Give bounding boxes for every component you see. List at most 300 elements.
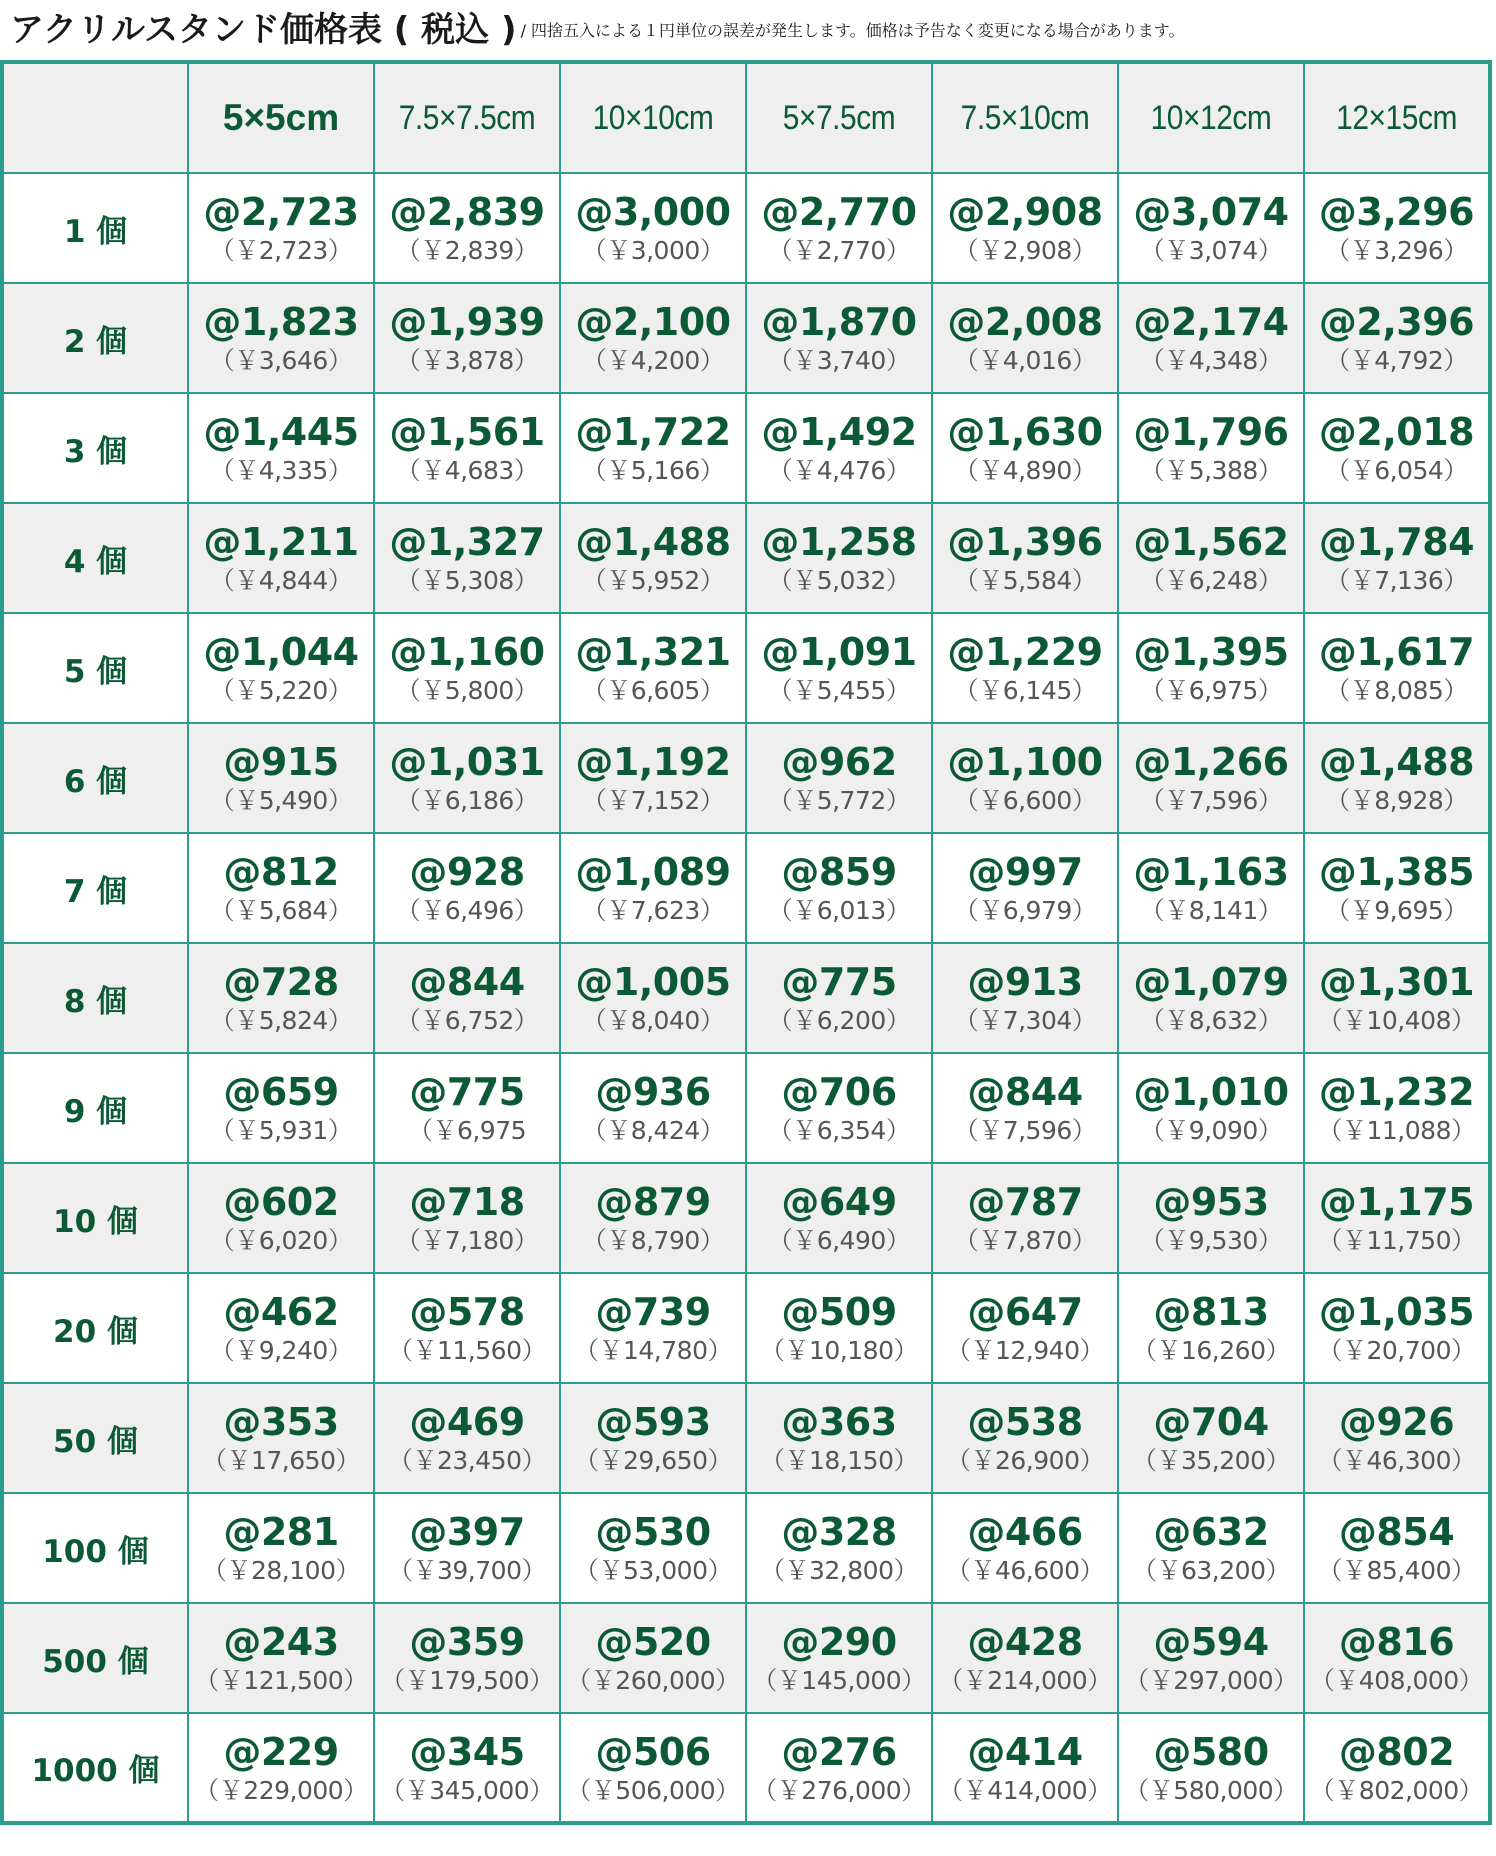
price-cell — [746, 393, 932, 503]
size-header: 12×15cm — [1315, 62, 1479, 173]
total-price: （￥5,684） — [209, 896, 353, 925]
unit-price: @2,770 — [761, 190, 917, 234]
price-cell — [1304, 613, 1490, 723]
unit-price: @1,562 — [1133, 520, 1289, 564]
corner-cell — [2, 62, 188, 173]
rounding-note: / 四捨五入による１円単位の誤差が発生します。価格は予告なく変更になる場合があります。 — [520, 20, 1185, 40]
total-price: （￥6,975 — [407, 1116, 527, 1145]
table-row — [2, 1603, 1490, 1713]
unit-price: @1,630 — [947, 410, 1103, 454]
total-price: （￥6,979） — [953, 896, 1097, 925]
price-cell — [374, 1713, 560, 1823]
size-header: 10×12cm — [1129, 62, 1293, 173]
table-row — [2, 833, 1490, 943]
unit-price: @728 — [223, 960, 339, 1004]
table-row — [2, 1053, 1490, 1163]
unit-price: @397 — [409, 1510, 525, 1554]
price-cell — [746, 613, 932, 723]
total-price: （￥4,890） — [953, 456, 1097, 485]
price-cell — [1304, 393, 1490, 503]
total-price: （￥9,240） — [209, 1336, 353, 1365]
price-cell — [188, 173, 374, 283]
price-cell — [1118, 1053, 1304, 1163]
table-row — [2, 1273, 1490, 1383]
total-price: （￥20,700） — [1317, 1336, 1476, 1365]
unit-price: @879 — [595, 1180, 711, 1224]
total-price: （￥35,200） — [1132, 1446, 1290, 1475]
total-price: （￥6,975） — [1139, 676, 1283, 705]
size-header: 7.5×7.5cm — [385, 62, 549, 173]
price-cell — [188, 393, 374, 503]
unit-price: @593 — [595, 1400, 711, 1444]
unit-price: @1,395 — [1133, 630, 1289, 674]
quantity-label: 8 個 — [2, 943, 188, 1053]
quantity-label: 10 個 — [2, 1163, 188, 1273]
unit-price: @1,100 — [947, 740, 1103, 784]
total-price: （￥276,000） — [752, 1775, 926, 1805]
price-cell — [188, 1383, 374, 1493]
price-cell — [188, 503, 374, 613]
price-cell — [1118, 833, 1304, 943]
total-price: （￥6,145） — [953, 676, 1097, 705]
table-row — [2, 1383, 1490, 1493]
total-price: （￥2,839） — [395, 236, 539, 265]
unit-price: @328 — [781, 1510, 897, 1554]
unit-price: @466 — [967, 1510, 1083, 1554]
unit-price: @1,160 — [389, 630, 545, 674]
unit-price: @962 — [781, 740, 897, 784]
price-cell — [746, 283, 932, 393]
quantity-label: 1 個 — [2, 173, 188, 283]
total-price: （￥4,335） — [209, 456, 353, 485]
unit-price: @1,722 — [575, 410, 731, 454]
quantity-label: 20 個 — [2, 1273, 188, 1383]
unit-price: @2,018 — [1318, 410, 1475, 454]
unit-price: @345 — [409, 1729, 525, 1774]
price-cell — [1118, 723, 1304, 833]
price-cell — [188, 1053, 374, 1163]
total-price: （￥7,152） — [581, 786, 725, 815]
price-cell — [374, 1273, 560, 1383]
unit-price: @538 — [967, 1400, 1083, 1444]
total-price: （￥4,016） — [953, 346, 1097, 375]
price-cell — [374, 1603, 560, 1713]
unit-price: @718 — [409, 1180, 525, 1224]
price-cell — [746, 1383, 932, 1493]
unit-price: @530 — [595, 1510, 711, 1554]
unit-price: @2,396 — [1318, 300, 1475, 344]
price-cell — [932, 1713, 1118, 1823]
unit-price: @844 — [967, 1070, 1083, 1114]
price-cell — [560, 833, 746, 943]
unit-price: @1,784 — [1318, 520, 1475, 564]
total-price: （￥5,308） — [395, 566, 539, 595]
price-cell — [374, 283, 560, 393]
price-cell — [932, 723, 1118, 833]
unit-price: @469 — [409, 1400, 525, 1444]
unit-price: @659 — [223, 1070, 339, 1114]
price-table — [0, 60, 1492, 1825]
total-price: （￥7,870） — [953, 1226, 1097, 1255]
total-price: （￥6,054） — [1325, 456, 1468, 485]
total-price: （￥121,500） — [194, 1666, 368, 1695]
total-price: （￥3,074） — [1139, 236, 1283, 265]
table-row — [2, 613, 1490, 723]
price-cell — [560, 1603, 746, 1713]
total-price: （￥9,530） — [1139, 1226, 1283, 1255]
total-price: （￥9,090） — [1139, 1116, 1283, 1145]
price-cell — [1118, 943, 1304, 1053]
price-cell — [188, 1493, 374, 1603]
total-price: （￥8,632） — [1139, 1006, 1283, 1035]
total-price: （￥580,000） — [1124, 1775, 1298, 1805]
price-cell — [1118, 1383, 1304, 1493]
total-price: （￥46,300） — [1317, 1446, 1476, 1475]
unit-price: @1,031 — [389, 740, 545, 784]
unit-price: @1,079 — [1133, 960, 1289, 1004]
total-price: （￥3,878） — [395, 346, 539, 375]
total-price: （￥5,800） — [395, 676, 539, 705]
total-price: （￥297,000） — [1124, 1666, 1298, 1695]
unit-price: @353 — [223, 1400, 339, 1444]
quantity-label: 7 個 — [2, 833, 188, 943]
price-cell — [188, 1713, 374, 1823]
unit-price: @509 — [781, 1290, 897, 1334]
table-row — [2, 503, 1490, 613]
unit-price: @1,327 — [389, 520, 545, 564]
unit-price: @802 — [1338, 1729, 1455, 1774]
unit-price: @926 — [1338, 1400, 1455, 1444]
total-price: （￥11,560） — [388, 1336, 546, 1365]
total-price: （￥26,900） — [946, 1446, 1104, 1475]
quantity-label: 1000 個 — [2, 1713, 188, 1823]
price-cell — [374, 1163, 560, 1273]
total-price: （￥17,650） — [202, 1446, 360, 1475]
price-cell — [560, 943, 746, 1053]
price-cell — [188, 943, 374, 1053]
unit-price: @1,939 — [389, 300, 545, 344]
size-header: 7.5×10cm — [943, 62, 1107, 173]
total-price: （￥802,000） — [1309, 1775, 1484, 1805]
total-price: （￥260,000） — [566, 1666, 740, 1695]
price-cell — [1304, 1713, 1490, 1823]
total-price: （￥7,596） — [953, 1116, 1097, 1145]
table-row — [2, 283, 1490, 393]
price-cell — [188, 613, 374, 723]
total-price: （￥8,928） — [1325, 786, 1468, 815]
unit-price: @844 — [409, 960, 525, 1004]
unit-price: @1,445 — [203, 410, 359, 454]
price-cell — [560, 1053, 746, 1163]
unit-price: @1,488 — [1318, 740, 1475, 784]
unit-price: @3,074 — [1133, 190, 1289, 234]
table-row — [2, 1713, 1490, 1823]
price-cell — [1304, 1053, 1490, 1163]
total-price: （￥8,040） — [581, 1006, 725, 1035]
unit-price: @281 — [223, 1510, 339, 1554]
unit-price: @1,091 — [761, 630, 917, 674]
price-cell — [374, 1383, 560, 1493]
price-cell — [932, 1053, 1118, 1163]
total-price: （￥3,646） — [209, 346, 353, 375]
unit-price: @2,908 — [947, 190, 1103, 234]
total-price: （￥6,020） — [209, 1226, 353, 1255]
price-cell — [1118, 1493, 1304, 1603]
price-cell — [560, 613, 746, 723]
unit-price: @2,839 — [389, 190, 545, 234]
total-price: （￥2,723） — [209, 236, 353, 265]
unit-price: @243 — [223, 1620, 339, 1664]
price-cell — [188, 1163, 374, 1273]
unit-price: @1,492 — [761, 410, 917, 454]
price-cell — [1118, 1713, 1304, 1823]
unit-price: @816 — [1338, 1620, 1455, 1664]
unit-price: @2,008 — [947, 300, 1103, 344]
table-row — [2, 393, 1490, 503]
unit-price: @813 — [1153, 1290, 1269, 1334]
unit-price: @913 — [967, 960, 1083, 1004]
total-price: （￥5,824） — [209, 1006, 353, 1035]
total-price: （￥8,790） — [581, 1226, 725, 1255]
price-cell — [188, 283, 374, 393]
unit-price: @1,617 — [1318, 630, 1475, 674]
unit-price: @706 — [781, 1070, 897, 1114]
total-price: （￥214,000） — [938, 1666, 1112, 1695]
size-header: 10×10cm — [571, 62, 735, 173]
total-price: （￥5,772） — [767, 786, 911, 815]
price-cell — [1304, 173, 1490, 283]
price-cell — [932, 393, 1118, 503]
table-row — [2, 723, 1490, 833]
unit-price: @928 — [409, 850, 525, 894]
total-price: （￥63,200） — [1132, 1556, 1290, 1585]
unit-price: @2,723 — [203, 190, 359, 234]
total-price: （￥5,032） — [767, 566, 911, 595]
total-price: （￥16,260） — [1132, 1336, 1290, 1365]
quantity-label: 6 個 — [2, 723, 188, 833]
unit-price: @812 — [223, 850, 339, 894]
unit-price: @1,823 — [203, 300, 359, 344]
total-price: （￥408,000） — [1309, 1666, 1484, 1695]
unit-price: @2,174 — [1133, 300, 1289, 344]
price-cell — [932, 1603, 1118, 1713]
total-price: （￥6,200） — [767, 1006, 911, 1035]
unit-price: @594 — [1153, 1620, 1269, 1664]
unit-price: @1,211 — [203, 520, 359, 564]
unit-price: @1,035 — [1318, 1290, 1475, 1334]
total-price: （￥9,695） — [1325, 896, 1468, 925]
unit-price: @290 — [781, 1620, 897, 1664]
total-price: （￥5,952） — [581, 566, 725, 595]
price-cell — [932, 613, 1118, 723]
price-cell — [1304, 1163, 1490, 1273]
size-header: 5×7.5cm — [757, 62, 921, 173]
total-price: （￥11,750） — [1317, 1226, 1476, 1255]
unit-price: @1,163 — [1133, 850, 1289, 894]
price-cell — [1304, 283, 1490, 393]
quantity-label: 50 個 — [2, 1383, 188, 1493]
price-cell — [560, 283, 746, 393]
total-price: （￥3,000） — [581, 236, 725, 265]
unit-price: @936 — [595, 1070, 711, 1114]
quantity-label: 3 個 — [2, 393, 188, 503]
total-price: （￥5,455） — [767, 676, 911, 705]
total-price: （￥179,500） — [380, 1666, 554, 1695]
price-cell — [746, 723, 932, 833]
unit-price: @1,385 — [1318, 850, 1475, 894]
unit-price: @580 — [1153, 1729, 1269, 1774]
total-price: （￥7,304） — [953, 1006, 1097, 1035]
price-cell — [1118, 173, 1304, 283]
price-cell — [1304, 1383, 1490, 1493]
total-price: （￥5,388） — [1139, 456, 1283, 485]
page-header — [10, 0, 1184, 52]
unit-price: @1,561 — [389, 410, 545, 454]
unit-price: @854 — [1338, 1510, 1455, 1554]
price-cell — [932, 1493, 1118, 1603]
total-price: （￥4,792） — [1325, 346, 1468, 375]
total-price: （￥8,085） — [1325, 676, 1468, 705]
unit-price: @787 — [967, 1180, 1083, 1224]
total-price: （￥414,000） — [938, 1775, 1112, 1805]
unit-price: @1,258 — [761, 520, 917, 564]
unit-price: @602 — [223, 1180, 339, 1224]
total-price: （￥8,424） — [581, 1116, 725, 1145]
price-cell — [188, 833, 374, 943]
total-price: （￥4,844） — [209, 566, 353, 595]
page-title: アクリルスタンド価格表 ( 税込 ) — [10, 9, 517, 50]
quantity-label: 100 個 — [2, 1493, 188, 1603]
price-cell — [746, 1603, 932, 1713]
total-price: （￥46,600） — [946, 1556, 1104, 1585]
total-price: （￥345,000） — [380, 1775, 554, 1805]
price-cell — [188, 1273, 374, 1383]
price-cell — [1304, 1603, 1490, 1713]
total-price: （￥5,166） — [581, 456, 725, 485]
price-cell — [932, 943, 1118, 1053]
price-cell — [374, 1053, 560, 1163]
table-row — [2, 1163, 1490, 1273]
quantity-label: 9 個 — [2, 1053, 188, 1163]
unit-price: @1,175 — [1318, 1180, 1475, 1224]
total-price: （￥6,248） — [1139, 566, 1283, 595]
unit-price: @739 — [595, 1290, 711, 1334]
size-header: 5×5cm — [188, 62, 374, 173]
unit-price: @1,044 — [203, 630, 359, 674]
total-price: （￥5,490） — [209, 786, 353, 815]
total-price: （￥8,141） — [1139, 896, 1283, 925]
table-row — [2, 1493, 1490, 1603]
price-cell — [1118, 1163, 1304, 1273]
price-cell — [1304, 503, 1490, 613]
price-cell — [374, 613, 560, 723]
total-price: （￥6,752） — [395, 1006, 539, 1035]
total-price: （￥10,180） — [760, 1336, 918, 1365]
total-price: （￥2,908） — [953, 236, 1097, 265]
price-cell — [1118, 613, 1304, 723]
total-price: （￥6,600） — [953, 786, 1097, 815]
unit-price: @1,192 — [575, 740, 731, 784]
price-cell — [560, 1383, 746, 1493]
price-cell — [1304, 1273, 1490, 1383]
price-cell — [560, 393, 746, 503]
price-cell — [374, 1493, 560, 1603]
price-cell — [746, 1493, 932, 1603]
price-cell — [560, 1493, 746, 1603]
total-price: （￥7,136） — [1325, 566, 1468, 595]
price-cell — [560, 1713, 746, 1823]
unit-price: @520 — [595, 1620, 711, 1664]
price-cell — [1118, 283, 1304, 393]
price-cell — [374, 503, 560, 613]
total-price: （￥28,100） — [202, 1556, 360, 1585]
price-cell — [1118, 1273, 1304, 1383]
unit-price: @649 — [781, 1180, 897, 1224]
unit-price: @1,232 — [1318, 1070, 1475, 1114]
price-cell — [1118, 393, 1304, 503]
price-cell — [560, 1163, 746, 1273]
total-price: （￥3,296） — [1325, 236, 1468, 265]
unit-price: @997 — [967, 850, 1083, 894]
price-cell — [1304, 943, 1490, 1053]
price-cell — [1304, 1493, 1490, 1603]
price-cell — [560, 173, 746, 283]
total-price: （￥11,088） — [1317, 1116, 1476, 1145]
price-cell — [932, 283, 1118, 393]
price-cell — [746, 1273, 932, 1383]
unit-price: @3,296 — [1318, 190, 1475, 234]
quantity-label: 2 個 — [2, 283, 188, 393]
price-table-body — [2, 173, 1490, 1823]
total-price: （￥6,013） — [767, 896, 911, 925]
price-cell — [746, 503, 932, 613]
unit-price: @647 — [967, 1290, 1083, 1334]
price-cell — [1304, 723, 1490, 833]
unit-price: @953 — [1153, 1180, 1269, 1224]
unit-price: @632 — [1153, 1510, 1269, 1554]
total-price: （￥18,150） — [760, 1446, 918, 1475]
table-row — [2, 173, 1490, 283]
price-cell — [560, 503, 746, 613]
total-price: （￥6,605） — [581, 676, 725, 705]
unit-price: @1,796 — [1133, 410, 1289, 454]
price-cell — [374, 173, 560, 283]
quantity-label: 4 個 — [2, 503, 188, 613]
unit-price: @775 — [409, 1070, 525, 1114]
unit-price: @2,100 — [575, 300, 731, 344]
quantity-label: 500 個 — [2, 1603, 188, 1713]
unit-price: @363 — [781, 1400, 897, 1444]
unit-price: @915 — [223, 740, 339, 784]
total-price: （￥29,650） — [574, 1446, 732, 1475]
price-cell — [560, 1273, 746, 1383]
price-cell — [374, 833, 560, 943]
total-price: （￥6,490） — [767, 1226, 911, 1255]
price-cell — [932, 1163, 1118, 1273]
total-price: （￥14,780） — [574, 1336, 732, 1365]
unit-price: @276 — [781, 1729, 897, 1774]
table-row — [2, 943, 1490, 1053]
price-cell — [560, 723, 746, 833]
unit-price: @859 — [781, 850, 897, 894]
total-price: （￥7,623） — [581, 896, 725, 925]
unit-price: @1,089 — [575, 850, 731, 894]
unit-price: @428 — [967, 1620, 1083, 1664]
total-price: （￥6,496） — [395, 896, 539, 925]
total-price: （￥85,400） — [1317, 1556, 1476, 1585]
price-cell — [1118, 1603, 1304, 1713]
total-price: （￥145,000） — [752, 1666, 926, 1695]
